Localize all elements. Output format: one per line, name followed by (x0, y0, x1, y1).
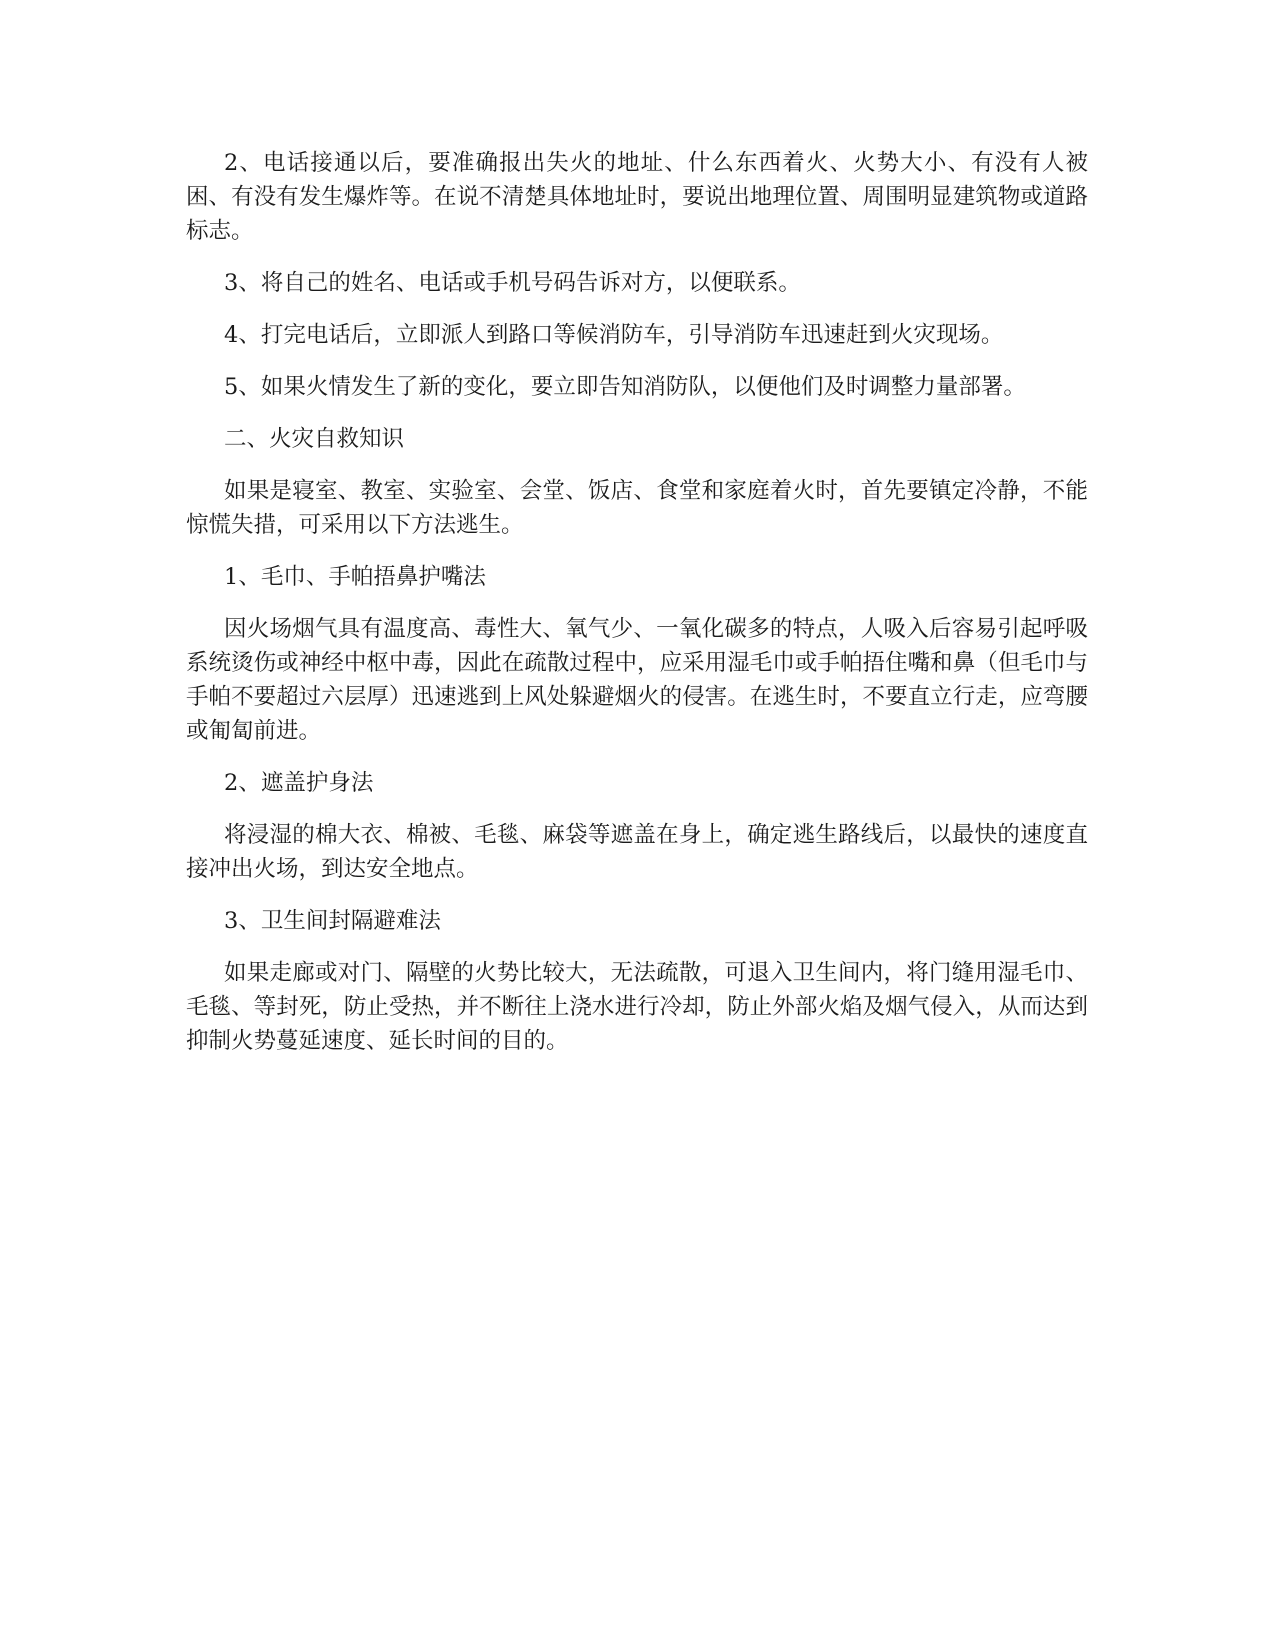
document-body (186, 146, 1088, 1076)
paragraph-item-3-contact-info: 3、将自己的姓名、电话或手机号码告诉对方，以便联系。 (224, 270, 801, 296)
paragraph-bathroom-refuge-method: 如果走廊或对门、隔壁的火势比较大，无法疏散，可退入卫生间内，将门缝用湿毛巾、毛毯、等封死，防止受热，并不断往上浇水进行冷却，防止外部火焰及烟气侵入，从而达到抑制火势蔓延速度、延长时间的目的。 (186, 960, 1088, 1054)
paragraph-item-4-guide-fire-truck: 4、打完电话后，立即派人到路口等候消防车，引导消防车迅速赶到火灾现场。 (224, 322, 1004, 348)
subheading-bathroom-refuge-method: 3、卫生间封隔避难法 (224, 908, 441, 934)
paragraph-item-5-report-changes: 5、如果火情发生了新的变化，要立即告知消防队，以便他们及时调整力量部署。 (224, 374, 1026, 400)
section-heading-fire-self-rescue: 二、火灾自救知识 (224, 426, 405, 452)
paragraph-cover-body-method: 将浸湿的棉大衣、棉被、毛毯、麻袋等遮盖在身上，确定逃生路线后，以最快的速度直接冲出火场，到达安全地点。 (186, 822, 1088, 882)
subheading-towel-method: 1、毛巾、手帕捂鼻护嘴法 (224, 564, 486, 590)
paragraph-self-rescue-intro: 如果是寝室、教室、实验室、会堂、饭店、食堂和家庭着火时，首先要镇定冷静，不能惊慌失措，可采用以下方法逃生。 (186, 478, 1088, 538)
paragraph-item-2-report-details: 2、电话接通以后，要准确报出失火的地址、什么东西着火、火势大小、有没有人被困、有没有发生爆炸等。在说不清楚具体地址时，要说出地理位置、周围明显建筑物或道路标志。 (186, 150, 1088, 244)
paragraph-towel-method: 因火场烟气具有温度高、毒性大、氧气少、一氧化碳多的特点，人吸入后容易引起呼吸系统烫伤或神经中枢中毒，因此在疏散过程中，应采用湿毛巾或手帕捂住嘴和鼻（但毛巾与手帕不要超过六层厚）迅速逃到上风处躲避烟火的侵害。在逃生时，不要直立行走，应弯腰或匍匐前进。 (186, 616, 1088, 744)
subheading-cover-body-method: 2、遮盖护身法 (224, 770, 374, 796)
